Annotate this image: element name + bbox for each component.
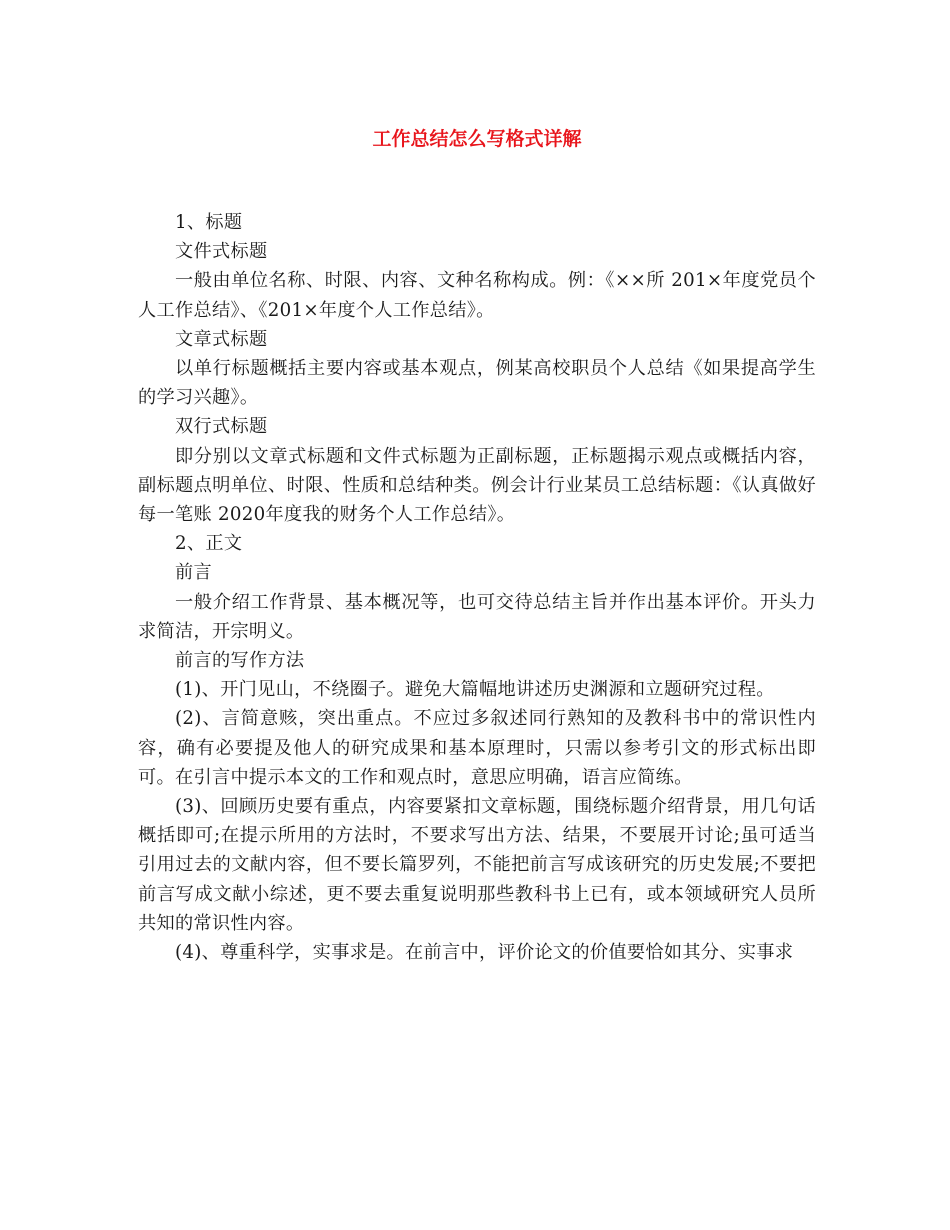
paragraph: 一般由单位名称、时限、内容、文种名称构成。例：《××所 201×年度党员个人工作总结》、《201×年度个人工作总结》。 bbox=[138, 270, 816, 321]
paragraph: 前言的写作方法 bbox=[175, 650, 305, 672]
paragraph: 1、标题 bbox=[175, 212, 243, 233]
paragraph: 2、正文 bbox=[175, 533, 243, 555]
document-body bbox=[138, 208, 816, 967]
paragraph: (1)、开门见山，不绕圈子。避免大篇幅地讲述历史渊源和立题研究过程。 bbox=[175, 679, 775, 701]
paragraph: 一般介绍工作背景、基本概况等，也可交待总结主旨并作出基本评价。开头力求简洁，开宗明义。 bbox=[138, 591, 816, 642]
paragraph: 文件式标题 bbox=[175, 241, 268, 263]
paragraph: (2)、言简意赅，突出重点。不应过多叙述同行熟知的及教科书中的常识性内容，确有必要提及他人的研究成果和基本原理时，只需以参考引文的形式标出即可。在引言中提示本文的工作和观点时，意思应明确，语言应简练。 bbox=[138, 708, 816, 788]
paragraph: 前言 bbox=[175, 562, 212, 584]
paragraph: 双行式标题 bbox=[175, 416, 268, 438]
paragraph: 即分别以文章式标题和文件式标题为正副标题，正标题揭示观点或概括内容，副标题点明单位、时限、性质和总结种类。例会计行业某员工总结标题：《认真做好每一笔账 2020年度我的财务个人工作总结》。 bbox=[138, 445, 816, 526]
document-title: 工作总结怎么写格式详解 bbox=[372, 128, 582, 150]
paragraph: (3)、回顾历史要有重点，内容要紧扣文章标题，围绕标题介绍背景，用几句话概括即可;在提示所用的方法时，不要求写出方法、结果，不要展开讨论;虽可适当引用过去的文献内容，但不要长篇罗列，不能把前言写成该研究的历史发展;不要把前言写成文献小综述，更不要去重复说明那些教科书上已有，或本领域研究人员所共知的常识性内容。 bbox=[138, 796, 816, 934]
paragraph: (4)、尊重科学，实事求是。在前言中，评价论文的价值要恰如其分、实事求 bbox=[175, 942, 794, 964]
paragraph: 文章式标题 bbox=[175, 328, 268, 350]
paragraph: 以单行标题概括主要内容或基本观点，例某高校职员个人总结《如果提高学生的学习兴趣》。 bbox=[138, 358, 816, 409]
